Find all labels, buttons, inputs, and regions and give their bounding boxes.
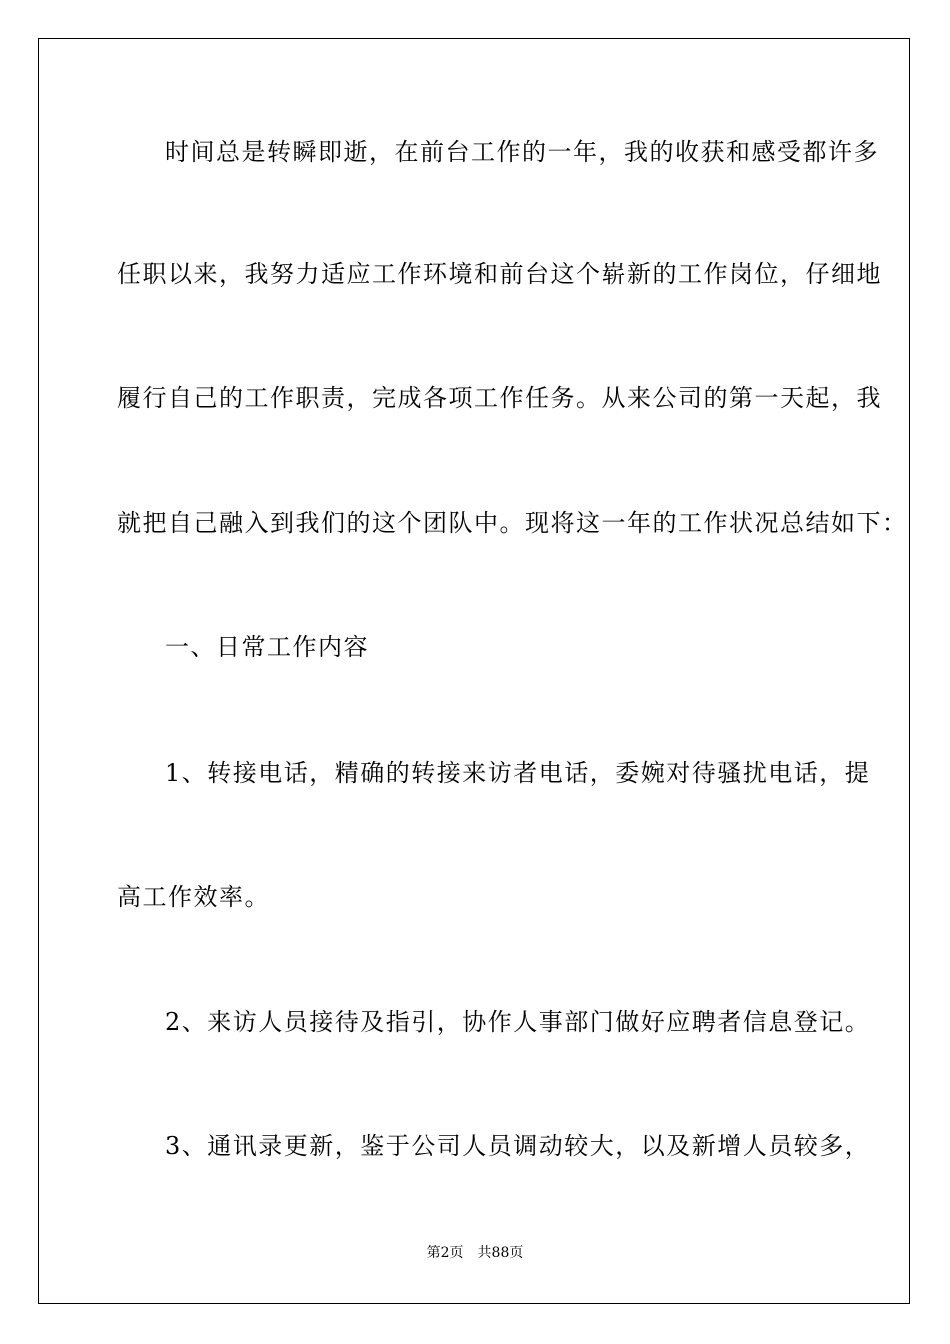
paragraph-line: 就把自己融入到我们的这个团队中。现将这一年的工作状况总结如下：: [117, 509, 908, 537]
paragraph-line: 履行自己的工作职责，完成各项工作任务。从来公司的第一天起，我: [117, 384, 882, 412]
paragraph-line: 高工作效率。: [117, 883, 270, 911]
page-border: [38, 38, 910, 1304]
page-total: 共88页: [477, 1245, 524, 1261]
page-number: 第2页: [426, 1245, 464, 1261]
paragraph-line: 2、来访人员接待及指引，协作人事部门做好应聘者信息登记。: [165, 1008, 871, 1036]
section-heading: 一、日常工作内容: [165, 633, 369, 661]
page-footer: [0, 1243, 950, 1263]
paragraph-line: 3、通讯录更新，鉴于公司人员调动较大，以及新增人员较多，: [165, 1132, 871, 1160]
paragraph-line: 时间总是转瞬即逝，在前台工作的一年，我的收获和感受都许多: [165, 138, 879, 166]
paragraph-line: 1、转接电话，精确的转接来访者电话，委婉对待骚扰电话，提: [165, 759, 871, 787]
paragraph-line: 任职以来，我努力适应工作环境和前台这个崭新的工作岗位，仔细地: [117, 260, 882, 288]
